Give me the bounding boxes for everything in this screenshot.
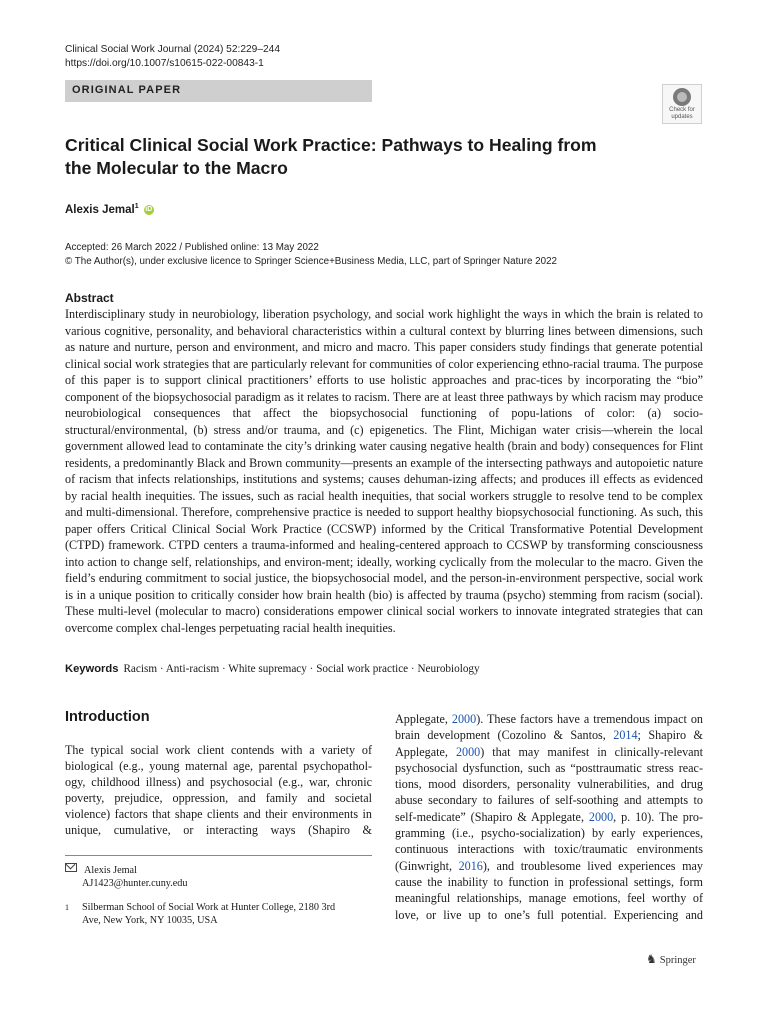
introduction-heading: Introduction <box>65 709 150 725</box>
abstract-text: Interdisciplinary study in neurobiology, liberation psychology, and social work highlight the ways in which the brain is related to various cognitive, personality, and behavioral characteristics within a cultural context by blurring lines between dimensions, such as nature and nurture, person and environment, and micro and macro. This paper considers study findings that generate potential clinical social work strategies that are particularly relevant for communities of color experiencing ethno-racial trauma. The purpose of this paper is to support clinical practitioners’ efforts to use holistic approaches and prac-tices by incorporating the “bio” component of the biopsychosocial paradigm as it relates to racism. There are at least three pathways by which racism may produce neurobiological consequences that affect the biopsychosocial functioning of popu-lations of color: (a) socio-structural/environmental, (b) stress and/or trauma, and (c) epigenetics. The Flint, Michigan water crisis—wherein the local government allowed lead to contaminate the city’s drinking water causing negative health (brain and body) consequences for Flint residents, a predominantly Black and Brown community—presents an example of the intersecting pathways and autopoietic nature of racism that infects relationships, institutions and systems; causes dehuman-izing affects; and produces ill effects as evidenced by racial health inequities. The issues, such as racial health inequities, that social workers struggle to resolve tend to be complex and multi-dimensional. Therefore, comprehensive practice is needed to support healthy biopsychosocial functioning. As such, this paper offers Critical Clinical Social Work Practice (CCSWP) informed by the Critical Transformative Potential Development (CTPD) framework. CTPD centers a trauma-informed and healing-centered approach to CCSWP by transforming consciousness into action to change self, relationships, and environ-ment; ideally, working cyclically from the molecular to the macro. Given the field’s enduring commitment to social justice, the biopsychosocial model, and the person-in-environment perspective, social work is in a unique position to critically consider how brain health (bio) is affected by trauma (psycho) stemming from racism (social). These multi-level (molecular to macro) considerations empower clinical social workers to innovate integrated strategies that can overcome complex chal-lenges perpetuating racial health inequities. <box>65 307 703 635</box>
check-for-updates-badge[interactable] <box>662 84 702 124</box>
accepted-published: Accepted: 26 March 2022 / Published online: 13 May 2022 <box>65 242 319 253</box>
author-name[interactable]: Alexis Jemal <box>65 203 135 216</box>
copyright: © The Author(s), under exclusive licence to Springer Science+Business Media, LLC, part of Springer Nature 2022 <box>65 256 557 267</box>
author-affiliation-sup: 1 <box>134 203 139 210</box>
citation-link[interactable]: 2016 <box>458 858 483 873</box>
publisher-logo <box>646 952 696 967</box>
orcid-icon[interactable]: iD <box>145 205 153 213</box>
text-span: , p. 10). The pro-gramming (i.e., psycho-socialization) by early experiences, continuous interactions with toxic/traumatic environments (Ginwright, <box>395 809 703 873</box>
affiliation-number: 1 <box>65 903 69 912</box>
journal-line: Clinical Social Work Journal (2024) 52:229–244 <box>65 44 281 55</box>
introduction-left-column: The typical social work client contends with a variety of biological (e.g., young maternal age, parental psychopathol-ogy, childhood illness) and psychosocial (e.g., war, chronic poverty, prejudice, oppression, and family and societal violence) factors that shape clients and their environments in unique, cumulative, or interacting ways (Shapiro & <box>65 743 372 838</box>
citation-link[interactable]: 2000 <box>588 809 614 824</box>
publisher-name: Springer <box>659 955 696 966</box>
text-span: Applegate, <box>395 712 452 726</box>
springer-horse-icon: ♞ <box>646 952 657 966</box>
contact-name: Alexis Jemal <box>84 865 137 876</box>
keywords-label: Keywords <box>65 663 119 675</box>
abstract-heading: Abstract <box>65 291 114 305</box>
affiliation-footnote <box>65 901 352 927</box>
article-title: Critical Clinical Social Work Practice: Pathways to Healing from the Molecular to the Macro <box>65 135 597 178</box>
citation-link[interactable]: 2000 <box>455 744 481 759</box>
paper-type-label: ORIGINAL PAPER <box>72 84 182 96</box>
citation-link[interactable]: 2014 <box>613 728 638 743</box>
text-span: ). These factors have a tremendous impact on brain development (Cozolino & Santos, <box>395 712 703 743</box>
text-span: ), and troublesome lived experiences may cause the inability to function in professional settings, form meaningful relationships, manage emotions, feel worthy of love, or live up to one’s full potential. Experiencing and <box>395 858 703 922</box>
introduction-right-column <box>395 711 703 923</box>
text-span: ; Shapiro & Applegate, <box>395 728 704 759</box>
contact-email[interactable]: AJ1423@hunter.cuny.edu <box>82 878 188 889</box>
footnote-divider <box>65 855 372 856</box>
text-span: ) that may manifest in clinically-relevant psychosocial dysfunction, such as “posttraumatic stress reac-tions, mood disorders, personality vulnerabilities, and drug abuse secondary to failures of self-soothing and attempts to self-medicate” (Shapiro & Applegate, <box>395 744 703 824</box>
author-line <box>65 203 154 216</box>
doi-link[interactable]: https://doi.org/10.1007/s10615-022-00843-1 <box>65 58 264 69</box>
envelope-icon <box>65 863 77 872</box>
keywords-list: Racism · Anti-racism · White supremacy · Social work practice · Neurobiology <box>123 663 480 675</box>
keywords <box>65 663 480 675</box>
affiliation-text: Silberman School of Social Work at Hunter College, 2180 3rd Ave, New York, NY 10035, USA <box>82 902 336 926</box>
citation-link[interactable]: 2000 <box>451 712 477 726</box>
check-updates-text: Check for updates <box>669 107 695 120</box>
check-updates-icon <box>673 88 691 106</box>
corresponding-author <box>65 863 188 890</box>
article-dates <box>65 241 557 269</box>
journal-citation <box>65 43 280 71</box>
